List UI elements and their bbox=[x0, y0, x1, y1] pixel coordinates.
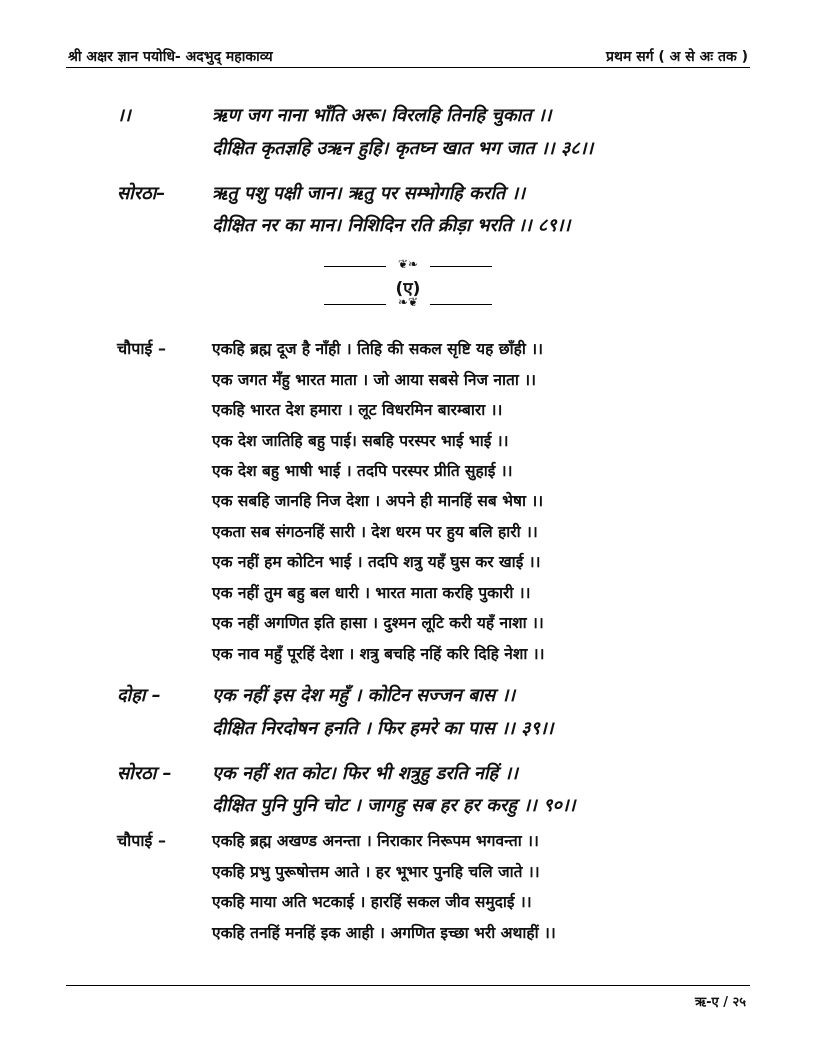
verse-line: एकहि माया अति भटकाई । हारहिं सकल जीव समुदाई ।। bbox=[212, 893, 532, 911]
verse-line: दीक्षित निरदोषन हनति । फिर हमरे का पास ।। ३९।। bbox=[212, 718, 554, 739]
stanza-label: दोहा – bbox=[117, 685, 161, 706]
flourish-icon: ❧❦ bbox=[397, 295, 419, 309]
ornament-separator-bottom bbox=[324, 295, 492, 310]
book-title: श्री अक्षर ज्ञान पयोधि- अदभुद् महाकाव्य bbox=[68, 49, 273, 65]
verse-line: एक नहीं शत कोट। फिर भी शत्रुहु डरति नहिं ।। bbox=[212, 763, 518, 784]
verse-line: एक नाव महुँ पूरहिं देशा । शत्रु बचहि नहिं करि दिहि नेशा ।। bbox=[212, 645, 545, 663]
verse-line: एकहि तनहिं मनहिं इक आही । अगणित इच्छा भरी अथाहीं ।। bbox=[212, 924, 556, 942]
verse-line: ऋतु पशु पक्षी जान। ऋतु पर सम्भोगहि करति ।। bbox=[212, 183, 526, 204]
verse-line: एक नहीं हम कोटिन भाई । तदपि शत्रु यहँ घुस कर खाई ।। bbox=[212, 553, 541, 571]
stanza-label: सोरठा – bbox=[117, 763, 172, 784]
stanza-label: ।। bbox=[117, 105, 131, 126]
section-heading: (ए) bbox=[395, 279, 421, 299]
verse-line: एक सबहि जानहि निज देशा । अपने ही मानहिं सब भेषा ।। bbox=[212, 492, 544, 510]
chapter-title: प्रथम सर्ग ( अ से अः तक ) bbox=[606, 49, 748, 65]
verse-line: ऋण जग नाना भाँति अरू। विरलहि तिनहि चुकात ।। bbox=[212, 105, 552, 126]
stanza-label: चौपाई – bbox=[117, 831, 166, 850]
stanza-label: सोरठा– bbox=[117, 183, 166, 204]
verse-line: एकहि भारत देश हमारा । लूट विधरमिन बारम्बारा ।। bbox=[212, 401, 503, 419]
stanza-label: चौपाई – bbox=[117, 339, 166, 358]
flourish-icon: ❦❧ bbox=[397, 257, 419, 271]
header-rule bbox=[66, 67, 750, 68]
verse-line: दीक्षित पुनि पुनि चोट । जागहु सब हर हर करहु ।। ९०।। bbox=[212, 795, 576, 816]
verse-line: एक जगत मँहु भारत माता । जो आया सबसे निज नाता ।। bbox=[212, 371, 536, 389]
verse-line: एकहि ब्रह्म दूज है नाँही । तिहि की सकल सृष्टि यह छाँही ।। bbox=[212, 340, 543, 358]
verse-line: दीक्षित कृतज्ञहि उऋन हुहि। कृतघ्न खात भग जात ।। ३८।। bbox=[212, 138, 594, 159]
footer-rule bbox=[66, 985, 750, 986]
verse-line: एक नहीं इस देश महुँ । कोटिन सज्जन बास ।। bbox=[212, 685, 516, 706]
verse-line: एकहि ब्रह्म अखण्ड अनन्ता । निराकार निरूपम भगवन्ता ।। bbox=[212, 832, 539, 850]
verse-line: दीक्षित नर का मान। निशिदिन रति क्रीड़ा भरति ।। ८९।। bbox=[212, 215, 571, 236]
page-number: ऋ-ए / २५ bbox=[695, 995, 746, 1010]
ornament-separator-top bbox=[324, 257, 492, 272]
verse-line: एकहि प्रभु पुरूषोत्तम आते । हर भूभार पुनहि चलि जाते ।। bbox=[212, 863, 540, 881]
verse-line: एक देश बहु भाषी भाई । तदपि परस्पर प्रीति सुहाई ।। bbox=[212, 462, 513, 480]
verse-line: एकता सब संगठनहिं सारी । देश धरम पर हुय बलि हारी ।। bbox=[212, 523, 538, 541]
verse-line: एक नहीं अगणित इति हासा । दुश्मन लूटि करी यहँ नाशा ।। bbox=[212, 614, 544, 632]
running-header bbox=[68, 42, 748, 66]
verse-line: एक नहीं तुम बहु बल धारी । भारत माता करहि पुकारी ।। bbox=[212, 584, 531, 602]
verse-line: एक देश जातिहि बहु पाई। सबहि परस्पर भाई भाई ।। bbox=[212, 432, 509, 450]
